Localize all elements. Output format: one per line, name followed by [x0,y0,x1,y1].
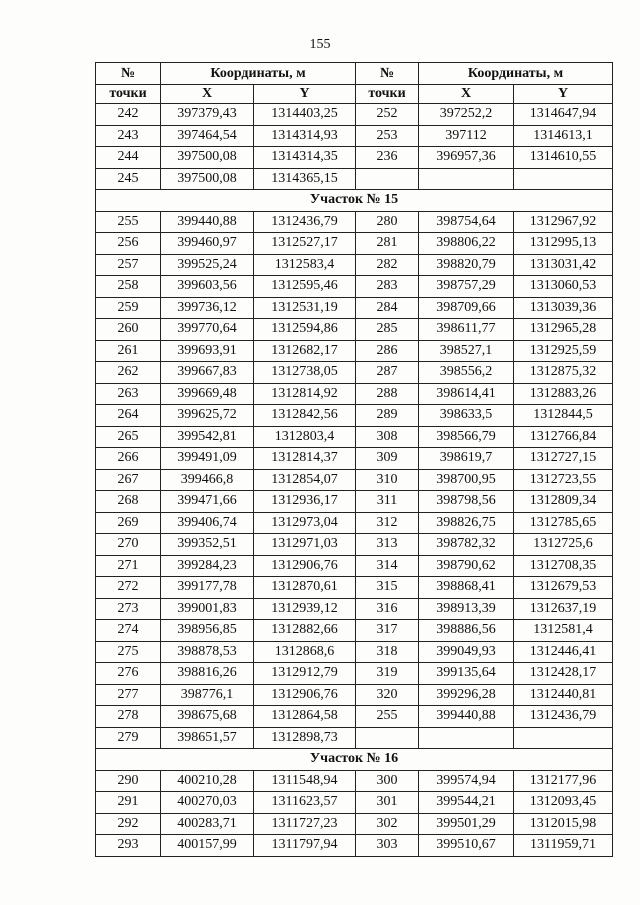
table-row [96,641,613,663]
table-row [96,340,613,362]
table-row [96,405,613,427]
y-value-cell: 1312906,76 [254,684,356,706]
x-value-right-cell: 398566,79 [419,426,514,448]
table-row [96,684,613,706]
x-value-right-cell: 398886,56 [419,620,514,642]
point-number-cell: 279 [96,727,161,749]
point-number-cell: 271 [96,555,161,577]
x-value-right-cell: 398754,64 [419,211,514,233]
table-row [96,211,613,233]
point-number-cell: 270 [96,534,161,556]
y-value-cell: 1312898,73 [254,727,356,749]
x-header: X [161,85,254,104]
x-value-right-cell: 399296,28 [419,684,514,706]
point-number-cell: 260 [96,319,161,341]
point-number-right-cell: 253 [356,125,419,147]
point-number-right-cell: 309 [356,448,419,470]
y-header-right: Y [514,85,613,104]
point-number-right-cell: 286 [356,340,419,362]
y-value-right-cell: 1313039,36 [514,297,613,319]
x-value-cell: 398776,1 [161,684,254,706]
x-value-cell: 399669,48 [161,383,254,405]
point-number-cell: 273 [96,598,161,620]
y-value-cell: 1312531,19 [254,297,356,319]
y-value-right-cell: 1313060,53 [514,276,613,298]
point-number-right-cell: 308 [356,426,419,448]
y-value-right-cell: 1312723,55 [514,469,613,491]
point-number-right-cell: 314 [356,555,419,577]
x-value-cell: 398816,26 [161,663,254,685]
y-value-cell: 1314403,25 [254,104,356,126]
x-value-cell: 400157,99 [161,835,254,857]
y-value-right-cell: 1312446,41 [514,641,613,663]
y-value-right-cell: 1312875,32 [514,362,613,384]
y-value-cell: 1312436,79 [254,211,356,233]
y-value-right-cell: 1312995,13 [514,233,613,255]
y-value-right-cell: 1312883,26 [514,383,613,405]
point-number-right-cell: 313 [356,534,419,556]
x-value-right-cell: 398709,66 [419,297,514,319]
table-row [96,706,613,728]
point-number-cell: 255 [96,211,161,233]
x-value-cell: 399440,88 [161,211,254,233]
y-value-cell: 1312854,07 [254,469,356,491]
x-value-cell: 400270,03 [161,792,254,814]
y-value-cell: 1312682,17 [254,340,356,362]
x-value-right-cell: 399135,64 [419,663,514,685]
table-row [96,297,613,319]
point-number-right-cell: 289 [356,405,419,427]
y-value-cell: 1312583,4 [254,254,356,276]
point-number-right-cell: 255 [356,706,419,728]
x-value-right-cell [419,168,514,190]
x-value-cell: 399736,12 [161,297,254,319]
table-row [96,125,613,147]
x-value-right-cell [419,727,514,749]
y-value-cell: 1311548,94 [254,770,356,792]
x-value-right-cell: 397252,2 [419,104,514,126]
point-number-right-cell: 311 [356,491,419,513]
point-number-cell: 242 [96,104,161,126]
y-value-cell: 1312936,17 [254,491,356,513]
y-value-right-cell: 1312727,15 [514,448,613,470]
y-value-cell: 1312594,86 [254,319,356,341]
table-row [96,276,613,298]
point-number-right-cell: 303 [356,835,419,857]
table-row [96,512,613,534]
x-value-right-cell: 398556,2 [419,362,514,384]
y-value-cell: 1314365,15 [254,168,356,190]
point-number-right-cell: 320 [356,684,419,706]
x-value-cell: 399770,64 [161,319,254,341]
y-value-right-cell: 1312436,79 [514,706,613,728]
point-number-right-cell: 287 [356,362,419,384]
table-row [96,534,613,556]
x-value-right-cell: 398757,29 [419,276,514,298]
point-number-right-cell: 300 [356,770,419,792]
coordinates-header-right: Координаты, м [419,63,613,85]
table-row [96,104,613,126]
point-number-cell: 290 [96,770,161,792]
x-value-right-cell: 396957,36 [419,147,514,169]
x-value-cell: 399491,09 [161,448,254,470]
point-number-header: № [96,63,161,85]
y-value-cell: 1312814,92 [254,383,356,405]
section-title: Участок № 15 [96,190,613,212]
y-header: Y [254,85,356,104]
y-value-cell: 1312870,61 [254,577,356,599]
y-value-cell: 1311727,23 [254,813,356,835]
point-number-cell: 277 [96,684,161,706]
table-row [96,577,613,599]
x-value-cell: 399471,66 [161,491,254,513]
x-value-right-cell: 398826,75 [419,512,514,534]
point-number-right-cell: 310 [356,469,419,491]
x-value-right-cell: 399501,29 [419,813,514,835]
section-title: Участок № 16 [96,749,613,771]
x-value-cell: 398956,85 [161,620,254,642]
table-body [96,104,613,857]
coordinates-table [95,62,613,857]
section-row [96,749,613,771]
point-number-right-cell: 285 [356,319,419,341]
x-value-cell: 399625,72 [161,405,254,427]
table-row [96,254,613,276]
x-value-cell: 397464,54 [161,125,254,147]
y-value-cell: 1312527,17 [254,233,356,255]
point-number-right-cell: 252 [356,104,419,126]
y-value-right-cell: 1312925,59 [514,340,613,362]
x-value-right-cell: 398633,5 [419,405,514,427]
y-value-right-cell [514,168,613,190]
y-value-right-cell: 1312440,81 [514,684,613,706]
point-number-cell: 274 [96,620,161,642]
y-value-right-cell: 1312177,96 [514,770,613,792]
y-value-cell: 1312842,56 [254,405,356,427]
point-number-right-cell: 283 [356,276,419,298]
x-value-right-cell: 398806,22 [419,233,514,255]
point-number-cell: 265 [96,426,161,448]
x-value-right-cell: 398790,62 [419,555,514,577]
x-value-cell: 399284,23 [161,555,254,577]
x-value-cell: 399542,81 [161,426,254,448]
point-number-cell: 269 [96,512,161,534]
x-value-cell: 397500,08 [161,168,254,190]
y-value-right-cell: 1312581,4 [514,620,613,642]
point-number-cell: 256 [96,233,161,255]
y-value-cell: 1312906,76 [254,555,356,577]
page-number: 155 [309,37,331,52]
point-number-cell: 262 [96,362,161,384]
table-row [96,663,613,685]
point-number-cell: 272 [96,577,161,599]
y-value-right-cell: 1312428,17 [514,663,613,685]
x-value-cell: 400283,71 [161,813,254,835]
y-value-right-cell: 1312708,35 [514,555,613,577]
y-value-right-cell [514,727,613,749]
point-number-cell: 259 [96,297,161,319]
y-value-right-cell: 1314613,1 [514,125,613,147]
table-row [96,362,613,384]
table-row [96,319,613,341]
point-number-right-cell: 316 [356,598,419,620]
x-value-right-cell: 398913,39 [419,598,514,620]
point-number-cell: 291 [96,792,161,814]
y-value-right-cell: 1312766,84 [514,426,613,448]
y-value-right-cell: 1312725,6 [514,534,613,556]
y-value-right-cell: 1314647,94 [514,104,613,126]
point-number-cell: 261 [96,340,161,362]
y-value-cell: 1312912,79 [254,663,356,685]
y-value-cell: 1311623,57 [254,792,356,814]
table-row [96,727,613,749]
x-value-cell: 398878,53 [161,641,254,663]
point-number-header-right: № [356,63,419,85]
y-value-cell: 1312595,46 [254,276,356,298]
table-row [96,448,613,470]
x-value-right-cell: 397112 [419,125,514,147]
table-row [96,598,613,620]
y-value-cell: 1312814,37 [254,448,356,470]
y-value-right-cell: 1312015,98 [514,813,613,835]
point-number-right-cell: 315 [356,577,419,599]
point-number-right-cell: 281 [356,233,419,255]
point-number-right-cell: 288 [356,383,419,405]
table-row [96,770,613,792]
x-value-right-cell: 398782,32 [419,534,514,556]
y-value-right-cell: 1312844,5 [514,405,613,427]
y-value-right-cell: 1313031,42 [514,254,613,276]
point-number-right-cell [356,727,419,749]
table-row [96,813,613,835]
point-label-header-right: точки [356,85,419,104]
point-number-right-cell [356,168,419,190]
x-value-cell: 397500,08 [161,147,254,169]
point-number-cell: 275 [96,641,161,663]
table-row [96,469,613,491]
x-value-cell: 399352,51 [161,534,254,556]
point-number-cell: 258 [96,276,161,298]
point-number-right-cell: 312 [356,512,419,534]
point-number-cell: 243 [96,125,161,147]
x-value-right-cell: 398820,79 [419,254,514,276]
y-value-cell: 1312803,4 [254,426,356,448]
y-value-cell: 1314314,93 [254,125,356,147]
point-number-cell: 267 [96,469,161,491]
x-value-right-cell: 399049,93 [419,641,514,663]
point-number-right-cell: 284 [356,297,419,319]
x-value-cell: 399603,56 [161,276,254,298]
point-number-cell: 276 [96,663,161,685]
point-number-right-cell: 318 [356,641,419,663]
x-value-cell: 399406,74 [161,512,254,534]
coordinates-header: Координаты, м [161,63,356,85]
table-row [96,233,613,255]
point-number-right-cell: 317 [356,620,419,642]
section-row [96,190,613,212]
x-value-cell: 398675,68 [161,706,254,728]
table-row [96,835,613,857]
point-number-cell: 245 [96,168,161,190]
x-value-right-cell: 399510,67 [419,835,514,857]
point-number-right-cell: 282 [356,254,419,276]
point-number-cell: 266 [96,448,161,470]
point-number-right-cell: 319 [356,663,419,685]
x-value-cell: 399525,24 [161,254,254,276]
x-value-cell: 399466,8 [161,469,254,491]
point-number-cell: 293 [96,835,161,857]
point-number-right-cell: 236 [356,147,419,169]
x-value-right-cell: 398700,95 [419,469,514,491]
x-value-cell: 400210,28 [161,770,254,792]
y-value-cell: 1312738,05 [254,362,356,384]
y-value-right-cell: 1312785,65 [514,512,613,534]
y-value-cell: 1312973,04 [254,512,356,534]
table-row [96,383,613,405]
x-value-right-cell: 399440,88 [419,706,514,728]
point-number-cell: 263 [96,383,161,405]
y-value-right-cell: 1312809,34 [514,491,613,513]
table-row [96,168,613,190]
y-value-right-cell: 1311959,71 [514,835,613,857]
x-value-right-cell: 398614,41 [419,383,514,405]
table-row [96,426,613,448]
point-number-cell: 244 [96,147,161,169]
table-row [96,555,613,577]
y-value-right-cell: 1312965,28 [514,319,613,341]
y-value-right-cell: 1312093,45 [514,792,613,814]
x-value-right-cell: 399544,21 [419,792,514,814]
y-value-cell: 1312939,12 [254,598,356,620]
x-value-right-cell: 398611,77 [419,319,514,341]
x-header-right: X [419,85,514,104]
point-number-cell: 292 [96,813,161,835]
x-value-cell: 398651,57 [161,727,254,749]
y-value-right-cell: 1314610,55 [514,147,613,169]
x-value-cell: 397379,43 [161,104,254,126]
y-value-cell: 1314314,35 [254,147,356,169]
y-value-right-cell: 1312967,92 [514,211,613,233]
point-number-cell: 264 [96,405,161,427]
y-value-cell: 1311797,94 [254,835,356,857]
table-row [96,620,613,642]
point-number-right-cell: 301 [356,792,419,814]
y-value-cell: 1312971,03 [254,534,356,556]
point-number-right-cell: 302 [356,813,419,835]
table-row [96,792,613,814]
table-row [96,147,613,169]
point-label-header: точки [96,85,161,104]
x-value-cell: 399177,78 [161,577,254,599]
x-value-cell: 399460,97 [161,233,254,255]
x-value-right-cell: 398527,1 [419,340,514,362]
y-value-right-cell: 1312637,19 [514,598,613,620]
point-number-cell: 257 [96,254,161,276]
point-number-cell: 268 [96,491,161,513]
y-value-cell: 1312864,58 [254,706,356,728]
x-value-cell: 399001,83 [161,598,254,620]
table-row [96,491,613,513]
x-value-cell: 399667,83 [161,362,254,384]
point-number-right-cell: 280 [356,211,419,233]
x-value-right-cell: 398868,41 [419,577,514,599]
x-value-cell: 399693,91 [161,340,254,362]
y-value-cell: 1312868,6 [254,641,356,663]
x-value-right-cell: 398798,56 [419,491,514,513]
y-value-cell: 1312882,66 [254,620,356,642]
x-value-right-cell: 399574,94 [419,770,514,792]
x-value-right-cell: 398619,7 [419,448,514,470]
point-number-cell: 278 [96,706,161,728]
y-value-right-cell: 1312679,53 [514,577,613,599]
